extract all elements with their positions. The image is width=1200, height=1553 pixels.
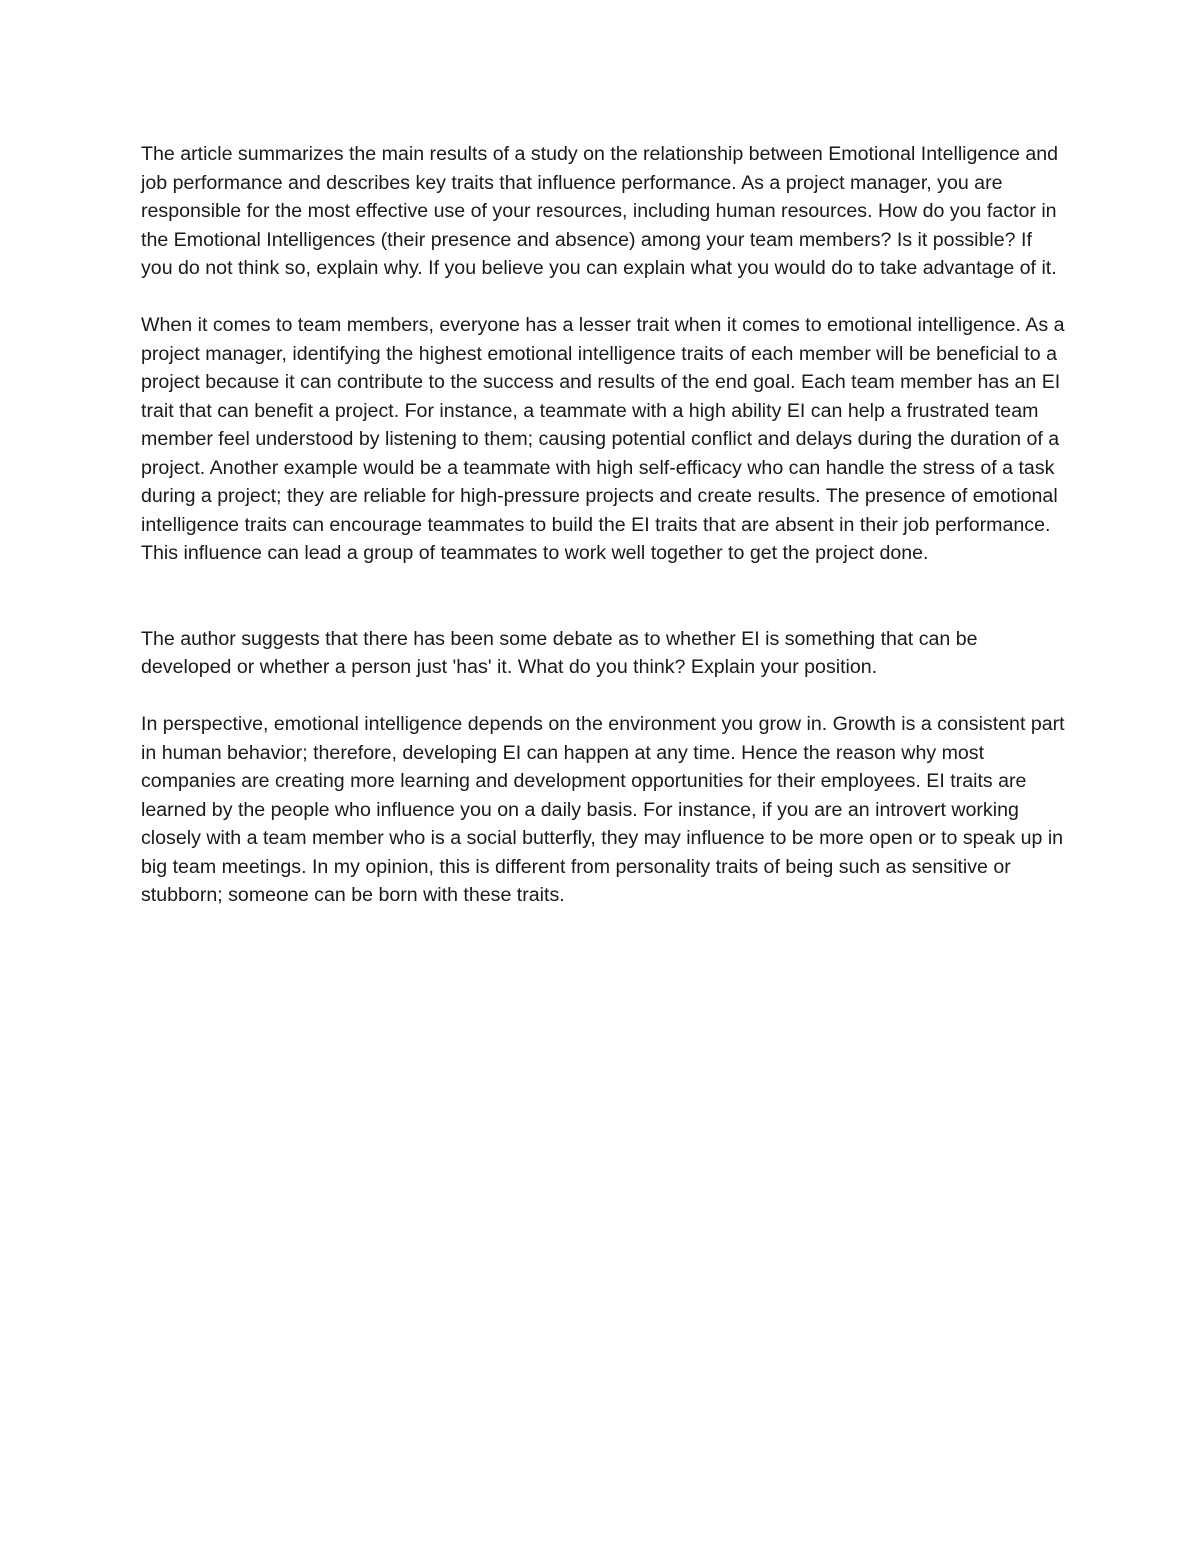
answer-2-paragraph: In perspective, emotional intelligence depends on the environment you grow in. Growth is a consistent part in human behavior; therefore, developing EI can happen at any time. Hence the reason why most companies are creating more learning and development opportunities for their employees. EI traits are learned by the people who influence you on a daily basis. For instance, if you are an introvert working closely with a team member who is a social butterfly, they may influence to be more open or to speak up in big team meetings. In my opinion, this is different from personality traits of being such as sensitive or stubborn; someone can be born with these traits.	[141, 713, 1065, 906]
paragraph-spacer	[141, 682, 1066, 711]
question-1-paragraph: The article summarizes the main results of a study on the relationship between Emotional Intelligence and job performance and describes key traits that influence performance. As a project manager, you are responsible for the most effective use of your resources, including human resources. How do you factor in the Emotional Intelligences (their presence and absence) among your team members? Is it possible? If you do not think so, explain why. If you believe you can explain what you would do to take advantage of it.	[141, 143, 1059, 279]
answer-1-paragraph: When it comes to team members, everyone has a lesser trait when it comes to emotional intelligence. As a project manager, identifying the highest emotional intelligence traits of each member will be beneficial to a project because it can contribute to the success and results of the end goal. Each team member has an EI trait that can benefit a project. For instance, a teammate with a high ability EI can help a frustrated team member feel understood by listening to them; causing potential conflict and delays during the duration of a project. Another example would be a teammate with high self-efficacy who can handle the stress of a task during a project; they are reliable for high-pressure projects and create results. The presence of emotional intelligence traits can encourage teammates to build the EI traits that are absent in their job performance. This influence can lead a group of teammates to work well together to get the project done.	[141, 314, 1065, 564]
paragraph-spacer	[141, 568, 1066, 625]
document-body	[141, 140, 1066, 910]
question-2-paragraph: The author suggests that there has been some debate as to whether EI is something that can be developed or whether a person just 'has' it. What do you think? Explain your position.	[141, 627, 978, 678]
paragraph-spacer	[141, 283, 1066, 312]
